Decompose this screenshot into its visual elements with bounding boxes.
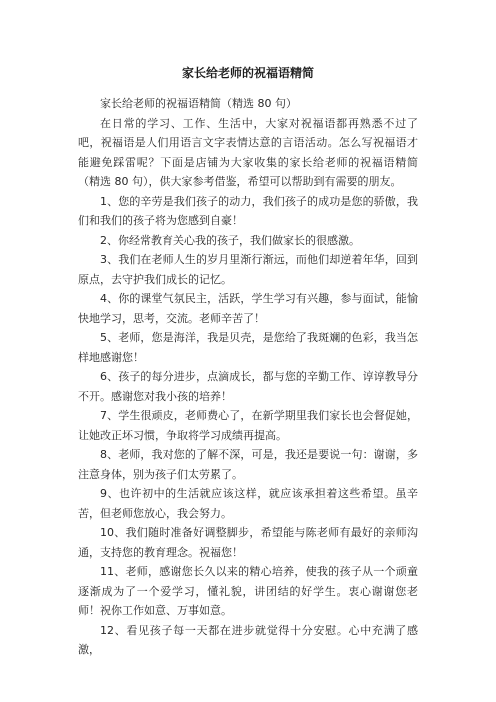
paragraph-item-6: 6、孩子的每分进步，点滴成长，都与您的辛勤工作、谆谆教导分不开。感谢您对我小孩的培养！ [78,370,418,403]
paragraph-item-2: 2、你经常教育关心我的孩子，我们做家长的很感激。 [100,233,360,247]
paragraph-item-4: 4、你的课堂气氛民主，活跃，学生学习有兴趣，参与面试，能愉快地学习，思考，交流。老师辛苦了！ [78,292,418,325]
paragraph-intro: 在日常的学习、工作、生活中，大家对祝福语都再熟悉不过了吧，祝福语是人们用语言文字表情达意的言语活动。怎么写祝福语才能避免踩雷呢？下面是店铺为大家收集的家长给老师的祝福语精简（精选 80 句），供大家参考借鉴，希望可以帮助到有需要的朋友。 [78,116,418,188]
paragraph-item-8: 8、老师，我对您的了解不深，可是，我还是要说一句：谢谢，多注意身体，别为孩子们太劳累了。 [78,448,418,481]
paragraph-item-1: 1、您的辛劳是我们孩子的动力，我们孩子的成功是您的骄傲，我们和我们的孩子将为您感到自豪！ [78,194,418,227]
paragraph-item-12: 12、看见孩子每一天都在进步就觉得十分安慰。心中充满了感激， [78,623,418,656]
paragraph-item-9: 9、也许初中的生活就应该这样，就应该承担着这些希望。虽辛苦，但老师您放心，我会努力。 [78,487,418,520]
paragraph-item-3: 3、我们在老师人生的岁月里渐行渐远，而他们却逆着年华，回到原点，去守护我们成长的记忆。 [78,253,418,286]
document-title: 家长给老师的祝福语精简 [181,66,314,80]
paragraph-item-7: 7、学生很顽皮，老师费心了，在新学期里我们家长也会督促她，让她改正坏习惯，争取将学习成绩再提高。 [78,409,418,442]
paragraph-item-5: 5、老师，您是海洋，我是贝壳，是您给了我斑斓的色彩，我当怎样地感谢您！ [78,331,418,364]
paragraph-item-10: 10、我们随时准备好调整脚步，希望能与陈老师有最好的亲师沟通，支持您的教育理念。祝福您！ [78,526,418,559]
paragraph-item-11: 11、老师，感谢您长久以来的精心培养，使我的孩子从一个顽童逐渐成为了一个爱学习，懂礼貌，讲团结的好学生。衷心谢谢您老师！祝你工作如意、万事如意。 [78,565,418,617]
paragraph-subtitle: 家长给老师的祝福语精简（精选 80 句） [100,97,297,110]
